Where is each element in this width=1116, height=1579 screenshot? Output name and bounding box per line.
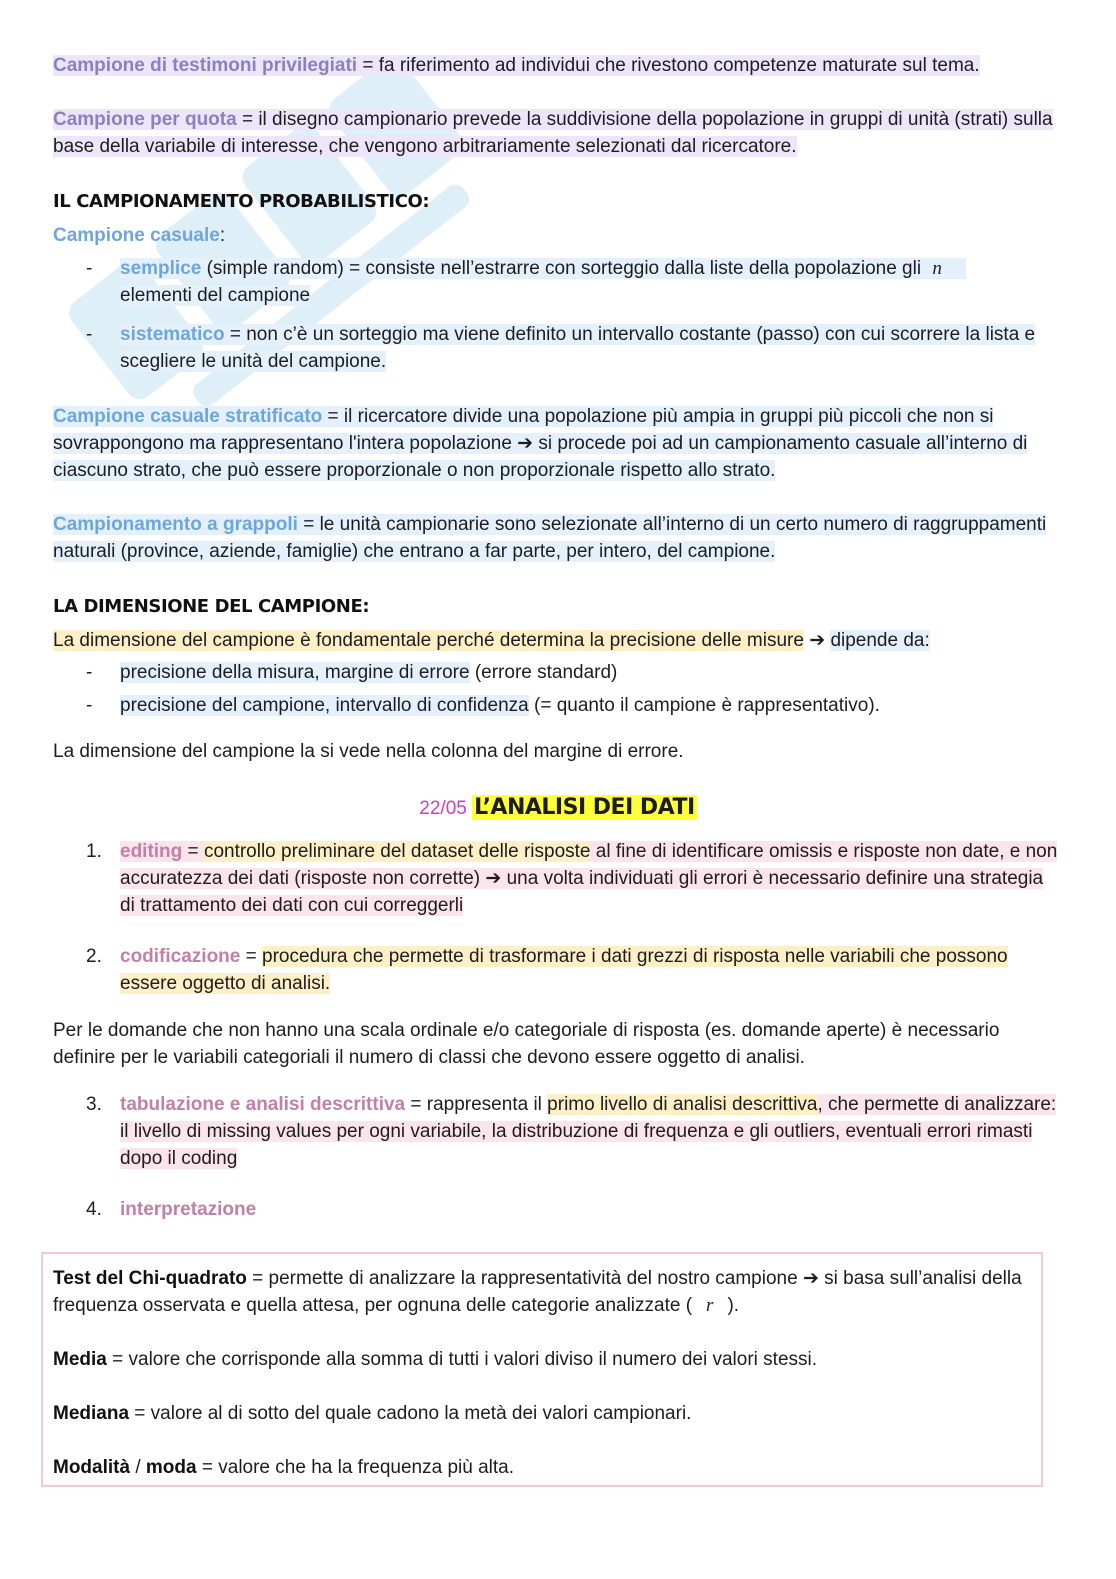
definition-mediana: Mediana = valore al di sotto del quale cadono la metà dei valori campionari. xyxy=(53,1403,692,1424)
term-stratificato: Campione casuale stratificato xyxy=(53,406,323,427)
paragraph-testimoni: Campione di testimoni privilegiati = fa riferimento ad individui che rivestono competenze maturate sul tema. xyxy=(53,55,980,76)
heading-probabilistico: IL CAMPIONAMENTO PROBABILISTICO: xyxy=(53,191,430,212)
paragraph-grappoli: Campionamento a grappoli = le unità campionarie sono selezionate all’interno di un certo numero di raggruppamenti naturali (province, aziende, famiglie) che entrano a far parte, per intero, del campione. xyxy=(53,514,1047,562)
math-r: r xyxy=(706,1295,714,1316)
paragraph-casuale: Campione casuale: xyxy=(53,225,226,246)
list-analisi-a xyxy=(53,838,1063,997)
list-item-interpretazione: 4. interpretazione xyxy=(86,1199,257,1220)
math-n: n xyxy=(932,258,942,279)
term-tabulazione: tabulazione e analisi descrittiva xyxy=(120,1094,406,1115)
term-semplice: semplice xyxy=(120,258,202,279)
paragraph-dimensione: La dimensione del campione è fondamentale perché determina la precisione delle misure ➔ dipende da: xyxy=(53,630,930,651)
list-item-semplice: - semplice (simple random) = consiste nell’estrarre con sorteggio dalla liste della popolazione gli n elementi del campione xyxy=(53,255,1063,309)
term-interpretazione: interpretazione xyxy=(120,1199,257,1220)
term-casuale: Campione casuale xyxy=(53,225,220,246)
definition-moda: Modalità / moda = valore che ha la frequenza più alta. xyxy=(53,1457,514,1478)
list-item-dimensione-2: - precisione del campione, intervallo di confidenza (= quanto il campione è rappresentativo). xyxy=(86,695,880,716)
term-quota: Campione per quota xyxy=(53,109,237,130)
definitions-box xyxy=(41,1252,1043,1487)
heading-dimensione: LA DIMENSIONE DEL CAMPIONE: xyxy=(53,596,370,617)
term-testimoni: Campione di testimoni privilegiati xyxy=(53,55,358,76)
term-codificazione: codificazione xyxy=(120,946,241,967)
term-editing: editing xyxy=(120,841,183,862)
list-casuale xyxy=(53,255,1063,375)
section-title-analisi xyxy=(53,794,1063,822)
paragraph-domande-note: Per le domande che non hanno una scala ordinale e/o categoriale di risposta (es. domande aperte) è necessario definire per le variabili categoriali il numero di classi che devono essere oggetto di analisi. xyxy=(53,1020,1000,1068)
list-item-editing: 1. editing = controllo preliminare del dataset delle risposte al fine di identificare omissis e risposte non date, e non accuratezza dei dati (risposte non corrette) ➔ una volta individuati gli errori è necessario definire una strategia di trattamento dei dati con cui correggerli xyxy=(86,841,1058,916)
list-item-codificazione: 2. codificazione = procedura che permette di trasformare i dati grezzi di risposta nelle variabili che possono essere oggetto di analisi. xyxy=(86,946,1008,994)
term-grappoli: Campionamento a grappoli xyxy=(53,514,298,535)
date-label: 22/05 xyxy=(419,798,467,819)
analisi-title: L’ANALISI DEI DATI xyxy=(474,795,695,820)
list-item-sistematico: - sistematico = non c’è un sorteggio ma viene definito un intervallo costante (passo) con cui scorrere la lista e scegliere le unità del campione. xyxy=(86,324,1036,372)
list-item-tabulazione: 3. tabulazione e analisi descrittiva = rappresenta il primo livello di analisi descrittiva, che permette di analizzare: il livello di missing values per ogni variabile, la distribuzione di frequenza e gli outliers, eventuali errori rimasti dopo il coding xyxy=(86,1094,1057,1169)
term-sistematico: sistematico xyxy=(120,324,225,345)
paragraph-dim-note: La dimensione del campione la si vede nella colonna del margine di errore. xyxy=(53,741,684,762)
definition-media: Media = valore che corrisponde alla somma di tutti i valori diviso il numero dei valori stessi. xyxy=(53,1349,818,1370)
list-dimensione xyxy=(53,659,1063,719)
paragraph-quota: Campione per quota = il disegno campionario prevede la suddivisione della popolazione in gruppi di unità (strati) sulla base della variabile di interesse, che vengono arbitrariamente selezionati dal ricercatore. xyxy=(53,109,1053,157)
paragraph-stratificato: Campione casuale stratificato = il ricercatore divide una popolazione più ampia in gruppi più piccoli che non si sovrappongono ma rappresentano l'intera popolazione ➔ si procede poi ad un campionamento casuale all’interno di ciascuno strato, che può essere proporzionale o non proporzionale rispetto allo strato. xyxy=(53,406,1028,481)
list-analisi-b xyxy=(53,1091,1063,1223)
definition-chi-quadrato: Test del Chi-quadrato = permette di analizzare la rappresentatività del nostro campione ➔ si basa sull’analisi della frequenza osservata e quella attesa, per ognuna delle categorie analizzate ( r ). xyxy=(53,1268,1022,1316)
list-item-dimensione-1: - precisione della misura, margine di errore (errore standard) xyxy=(86,662,618,683)
